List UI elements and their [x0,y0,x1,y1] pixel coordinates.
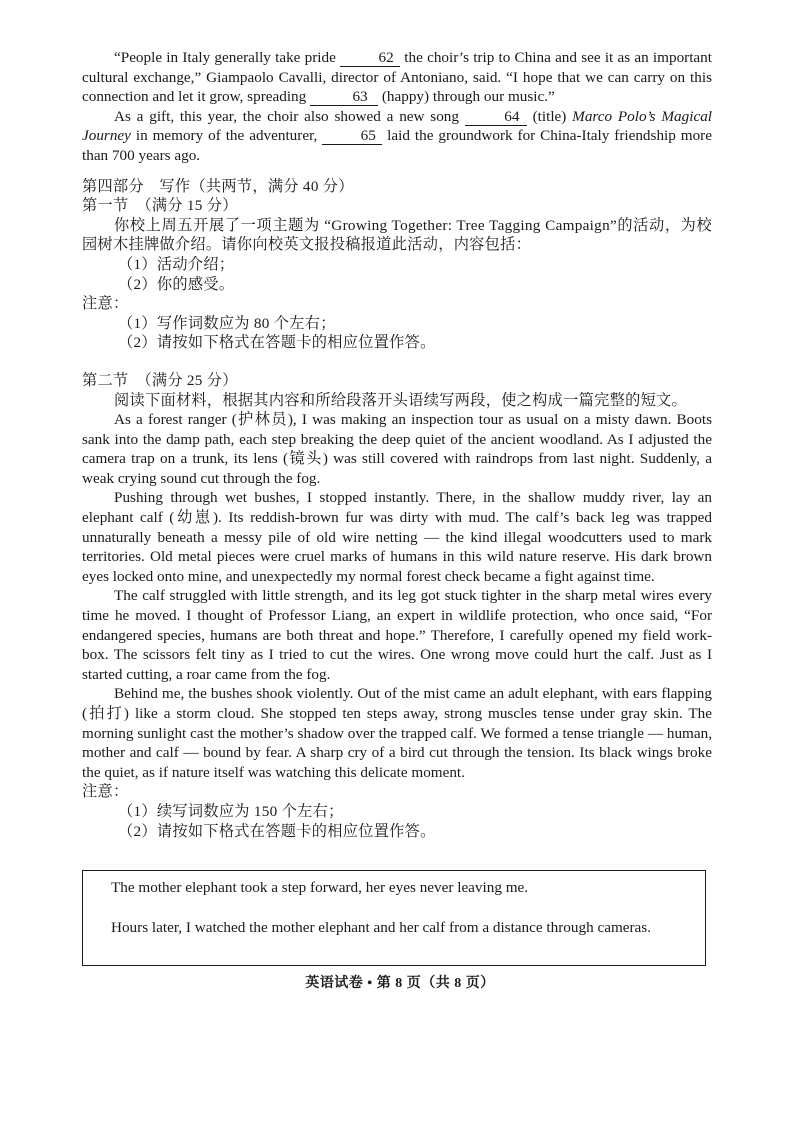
section1-prompt: 你校上周五开展了一项主题为 “Growing Together: Tree Tagging Campaign”的活动，为校园树木挂牌做介绍。请你向校英文报投稿报道此活动，内容包括： [82,216,712,254]
blank-64: 64 [465,109,527,126]
continuation-opening-1: The mother elephant took a step forward, her eyes never leaving me. [111,879,529,896]
part4-heading: 第四部分 写作（共两节，满分 40 分） [82,177,354,195]
passage-paragraph-2: As a gift, this year, the choir also showed a new song 64 (title) Marco Polo’s Magical Journey in memory of the adventurer, 65 laid the groundwork for China-Italy friendship more than 700 years ago. [82,107,713,164]
section2-prompt: 阅读下面材料，根据其内容和所给段落开头语续写两段，使之构成一篇完整的短文。 [114,391,688,409]
section1-heading: 第一节 （满分 15 分） [82,197,238,215]
section1-note-1: （1）写作词数应为 80 个左右； [118,314,336,332]
section2-note-2: （2）请按如下格式在答题卡的相应位置作答。 [118,822,436,840]
passage-paragraph-1: “People in Italy generally take pride 62 the choir’s trip to China and see it as an important cultural exchange,” Giampaolo Cavalli, director of Antoniano, said. “I hope that we can carry on this connection and let it grow, spreading 63 (happy) through our music.” [82,49,712,106]
story-paragraph-3: The calf struggled with little strength, and its leg got stuck tighter in the sharp metal wires every time he moved. I thought of Professor Liang, an expert in wildlife protection, who once said, “For endangered species, humans are both threat and hope.” Therefore, I carefully opened my field work-box. The scissors felt tiny as I tried to cut the wires. One wrong move could hurt the calf. Just as I started cutting, a roar came from the fog. [82,587,712,683]
story-paragraph-2: Pushing through wet bushes, I stopped instantly. There, in the shallow muddy river, lay an elephant calf (幼崽). Its reddish-brown fur was dirty with mud. The calf’s back leg was trapped unnaturally beneath a messy pile of old wire netting — the kind illegal woodcutters used to mark territories. Old metal pieces were cruel marks of humans in this wild nature reserve. His dark brown eyes locked onto mine, and unexpectedly my normal forest check became a fight against time. [82,489,712,585]
section2-note-1: （1）续写词数应为 150 个左右； [118,802,344,820]
section1-note-2: （2）请按如下格式在答题卡的相应位置作答。 [118,334,436,352]
story-paragraph-4: Behind me, the bushes shook violently. Out of the mist came an adult elephant, with ears flapping (拍打) like a storm cloud. She stopped ten steps away, strong muscles tense under gray skin. The morning sunlight cast the mother’s shadow over the trapped calf. We formed a tense triangle — human, mother and calf — bound by fear. A sharp cry of a bird cut through the tension. Its black wings broke the quiet, as if nature itself was watching this delicate moment. [82,685,712,781]
page-footer: 英语试卷 • 第 8 页（共 8 页） [305,976,495,991]
blank-65: 65 [322,128,382,145]
song-title: Marco Polo’s Magical Journey [82,107,713,145]
exam-page [82,48,712,841]
blank-63: 63 [310,89,378,106]
story-paragraph-1: As a forest ranger (护林员), I was making an inspection tour as usual on a misty dawn. Boots sank into the damp path, each step breaking the deep quiet of the ancient woodland. As I adjusted the camera trap on a trunk, its lens (镜头) was still covered with raindrops from last night. Suddenly, a weak crying sound cut through the fog. [82,411,712,487]
continuation-opening-2: Hours later, I watched the mother elephant and her calf from a distance through cameras. [111,918,652,936]
section1-item-1: （1）活动介绍； [118,255,235,273]
section2-note-label: 注意： [82,783,129,801]
answer-format-box [82,870,706,966]
blank-62: 62 [340,50,400,67]
section2-heading: 第二节 （满分 25 分） [82,371,238,389]
section1-item-2: （2）你的感受。 [118,275,235,293]
section1-note-label: 注意： [82,295,129,313]
